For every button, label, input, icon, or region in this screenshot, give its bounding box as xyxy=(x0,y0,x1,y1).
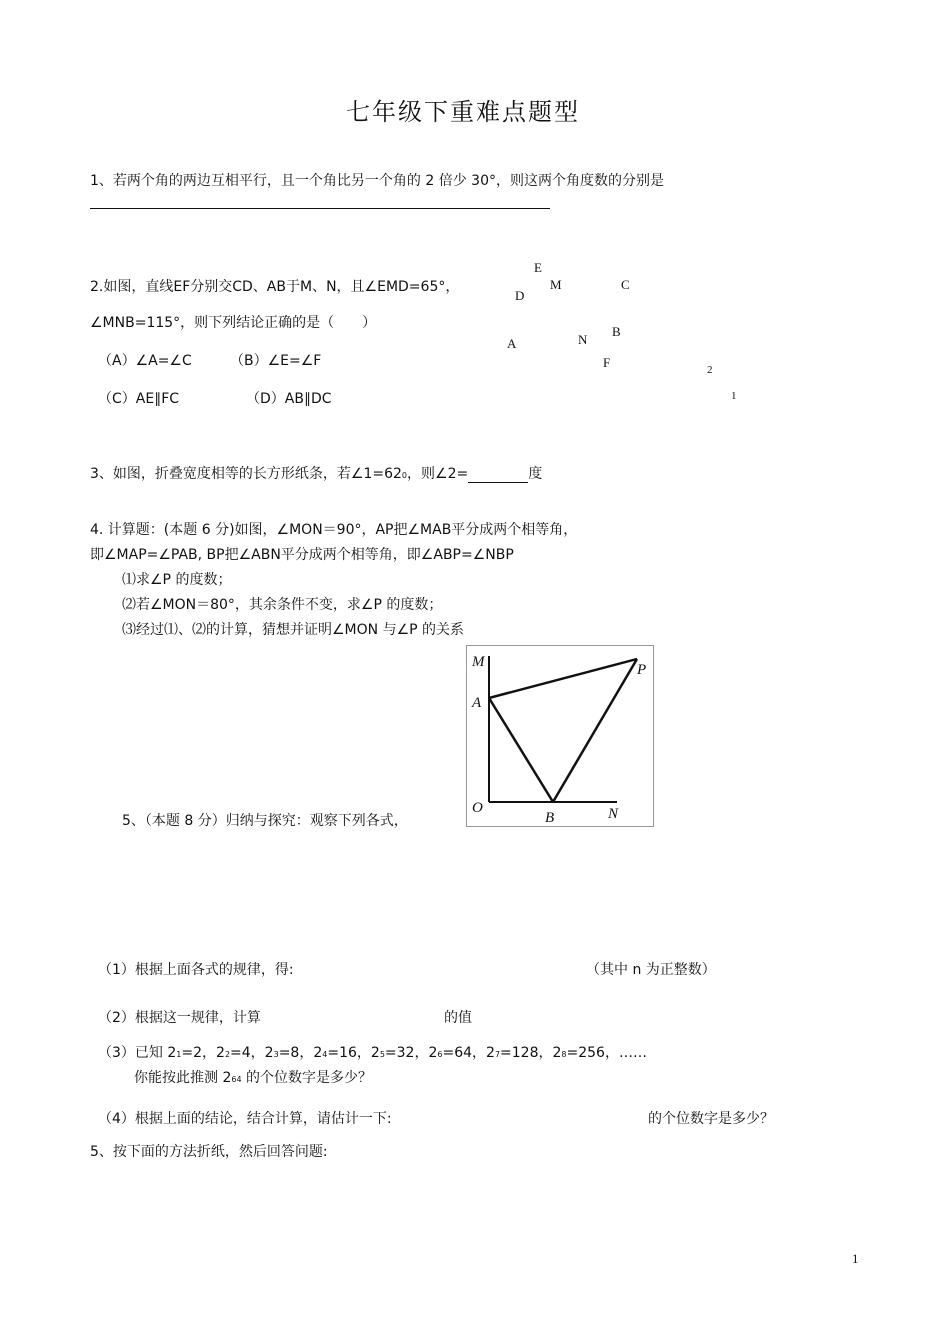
question-5-part2-suffix: 的值 xyxy=(444,1010,472,1026)
separator: ， xyxy=(414,1045,429,1061)
question-4-figure xyxy=(466,645,654,827)
power-item xyxy=(313,1045,357,1061)
power-exponent: 3 xyxy=(273,1050,279,1059)
question-2-line2: ∠MNB=115°，则下列结论正确的是（ ） xyxy=(90,315,377,331)
power-value: =2 xyxy=(181,1045,203,1061)
power-value: =64 xyxy=(442,1045,473,1061)
power-item xyxy=(552,1045,604,1061)
page-title: 七年级下重难点题型 xyxy=(346,98,580,126)
question-5-part4: （4）根据上面的结论，结合计算，请估计一下: xyxy=(98,1111,392,1127)
fig4-label-p: P xyxy=(637,662,647,678)
segment-ap xyxy=(489,659,637,698)
power-item xyxy=(216,1045,251,1061)
question-5-part4-suffix: 的个位数字是多少？ xyxy=(648,1111,774,1127)
question-5-intro: 5、（本题 8 分）归纳与探究：观察下列各式， xyxy=(122,813,408,829)
question-2-option-b: （B）∠E=∠F xyxy=(230,353,322,369)
power-value: =4 xyxy=(230,1045,251,1061)
page-number: 1 xyxy=(852,1251,859,1266)
question-2-option-a: （A）∠A=∠C xyxy=(98,353,192,369)
separator: ， xyxy=(472,1045,487,1061)
fig3-label-2: 2 xyxy=(707,364,713,376)
power-value: =32 xyxy=(384,1045,415,1061)
fig2-label-d: D xyxy=(515,288,525,303)
power-item xyxy=(167,1045,202,1061)
question-1-text: 1、若两个角的两边互相平行，且一个角比另一个角的 2 倍少 30°，则这两个角度数的分别是 xyxy=(90,173,664,189)
angle-figure-svg xyxy=(467,646,653,826)
power-base: 2 xyxy=(370,1045,380,1061)
fig2-label-e: E xyxy=(534,260,542,275)
fig4-label-b: B xyxy=(545,810,555,826)
power-base: 2 xyxy=(428,1045,438,1061)
question-5-part1: （1）根据上面各式的规律，得: xyxy=(98,962,294,978)
separator: ， xyxy=(202,1045,217,1061)
fig4-label-m: M xyxy=(472,654,485,670)
power-exponent: 2 xyxy=(224,1050,231,1059)
question-3-part1: 3、如图，折叠宽度相等的长方形纸条，若∠1=62 xyxy=(90,466,402,482)
power-value: =8 xyxy=(278,1045,300,1061)
power-exponent: 8 xyxy=(561,1050,567,1059)
power-base: 2 xyxy=(264,1045,274,1061)
fig2-label-n: N xyxy=(578,332,588,347)
power-exponent: 4 xyxy=(322,1050,328,1059)
question-6-text: 5、按下面的方法折纸，然后回答问题: xyxy=(90,1144,328,1160)
question-3-part2: ，则∠2= xyxy=(407,466,469,482)
segment-bp xyxy=(553,659,637,802)
segment-ab xyxy=(489,698,553,802)
power-base: 2 xyxy=(216,1045,225,1061)
fig4-label-o: O xyxy=(472,800,483,816)
question-5-part3-line2 xyxy=(134,1067,372,1087)
question-4-sub3: ⑶经过⑴、⑵的计算，猜想并证明∠MON 与∠P 的关系 xyxy=(122,622,465,638)
power-value: =128 xyxy=(500,1045,539,1061)
fig4-label-n: N xyxy=(608,806,619,822)
power-exponent: 6 xyxy=(437,1050,443,1059)
question-1-answer-line xyxy=(90,208,550,209)
ellipsis: ，…… xyxy=(604,1045,647,1061)
fig2-label-b: B xyxy=(612,324,621,339)
question-2-line1: 2.如图，直线EF分别交CD、AB于M、N，且∠EMD=65°， xyxy=(90,279,460,295)
question-3-text xyxy=(90,463,542,483)
fig2-label-f: F xyxy=(603,355,611,370)
power-exponent: 1 xyxy=(176,1050,182,1059)
power-item xyxy=(428,1045,472,1061)
question-5-part3-prefix: （3）已知 xyxy=(98,1045,168,1061)
power-exponent: 7 xyxy=(494,1050,501,1059)
separator: ， xyxy=(356,1045,371,1061)
question-5-part3-line2-a: 你能按此推测 2 xyxy=(134,1070,232,1086)
power-value: =16 xyxy=(327,1045,357,1061)
power-item xyxy=(371,1045,415,1061)
fig2-label-a: A xyxy=(507,336,517,351)
question-3-answer-blank xyxy=(468,466,528,483)
question-5-part3-exponent: 64 xyxy=(231,1075,242,1084)
separator: ， xyxy=(299,1045,314,1061)
question-5-part1-note: （其中 n 为正整数） xyxy=(586,962,716,978)
question-4-sub2: ⑵若∠MON＝80°，其余条件不变，求∠P 的度数； xyxy=(122,597,443,613)
question-5-part3 xyxy=(98,1042,647,1062)
power-item xyxy=(486,1045,538,1061)
power-value: =256 xyxy=(566,1045,605,1061)
power-base: 2 xyxy=(313,1045,323,1061)
fig2-label-m: M xyxy=(550,277,562,292)
fig4-label-a: A xyxy=(472,695,482,711)
question-4-line1: 4. 计算题：(本题 6 分)如图，∠MON＝90°，AP把∠MAB平分成两个相等角， xyxy=(90,522,578,538)
separator: ， xyxy=(250,1045,265,1061)
power-item xyxy=(265,1045,300,1061)
question-4-line2: 即∠MAP=∠PAB, BP把∠ABN平分成两个相等角，即∠ABP=∠NBP xyxy=(90,547,514,563)
question-5-part3-line2-b: 的个位数字是多少？ xyxy=(241,1070,372,1086)
question-5-part2: （2）根据这一规律，计算 xyxy=(98,1010,261,1026)
power-exponent: 5 xyxy=(379,1050,385,1059)
question-3-degree: 0 xyxy=(401,471,408,480)
power-base: 2 xyxy=(167,1045,177,1061)
separator: ， xyxy=(538,1045,553,1061)
question-2-option-c: （C）AE∥FC xyxy=(98,391,180,407)
question-4-sub1: ⑴求∠P 的度数； xyxy=(122,572,232,588)
question-3-unit: 度 xyxy=(528,466,543,482)
fig3-label-1: 1 xyxy=(731,390,737,402)
power-base: 2 xyxy=(552,1045,562,1061)
fig2-label-c: C xyxy=(621,277,630,292)
power-base: 2 xyxy=(486,1045,495,1061)
question-2-option-d: （D）AB∥DC xyxy=(246,391,332,407)
